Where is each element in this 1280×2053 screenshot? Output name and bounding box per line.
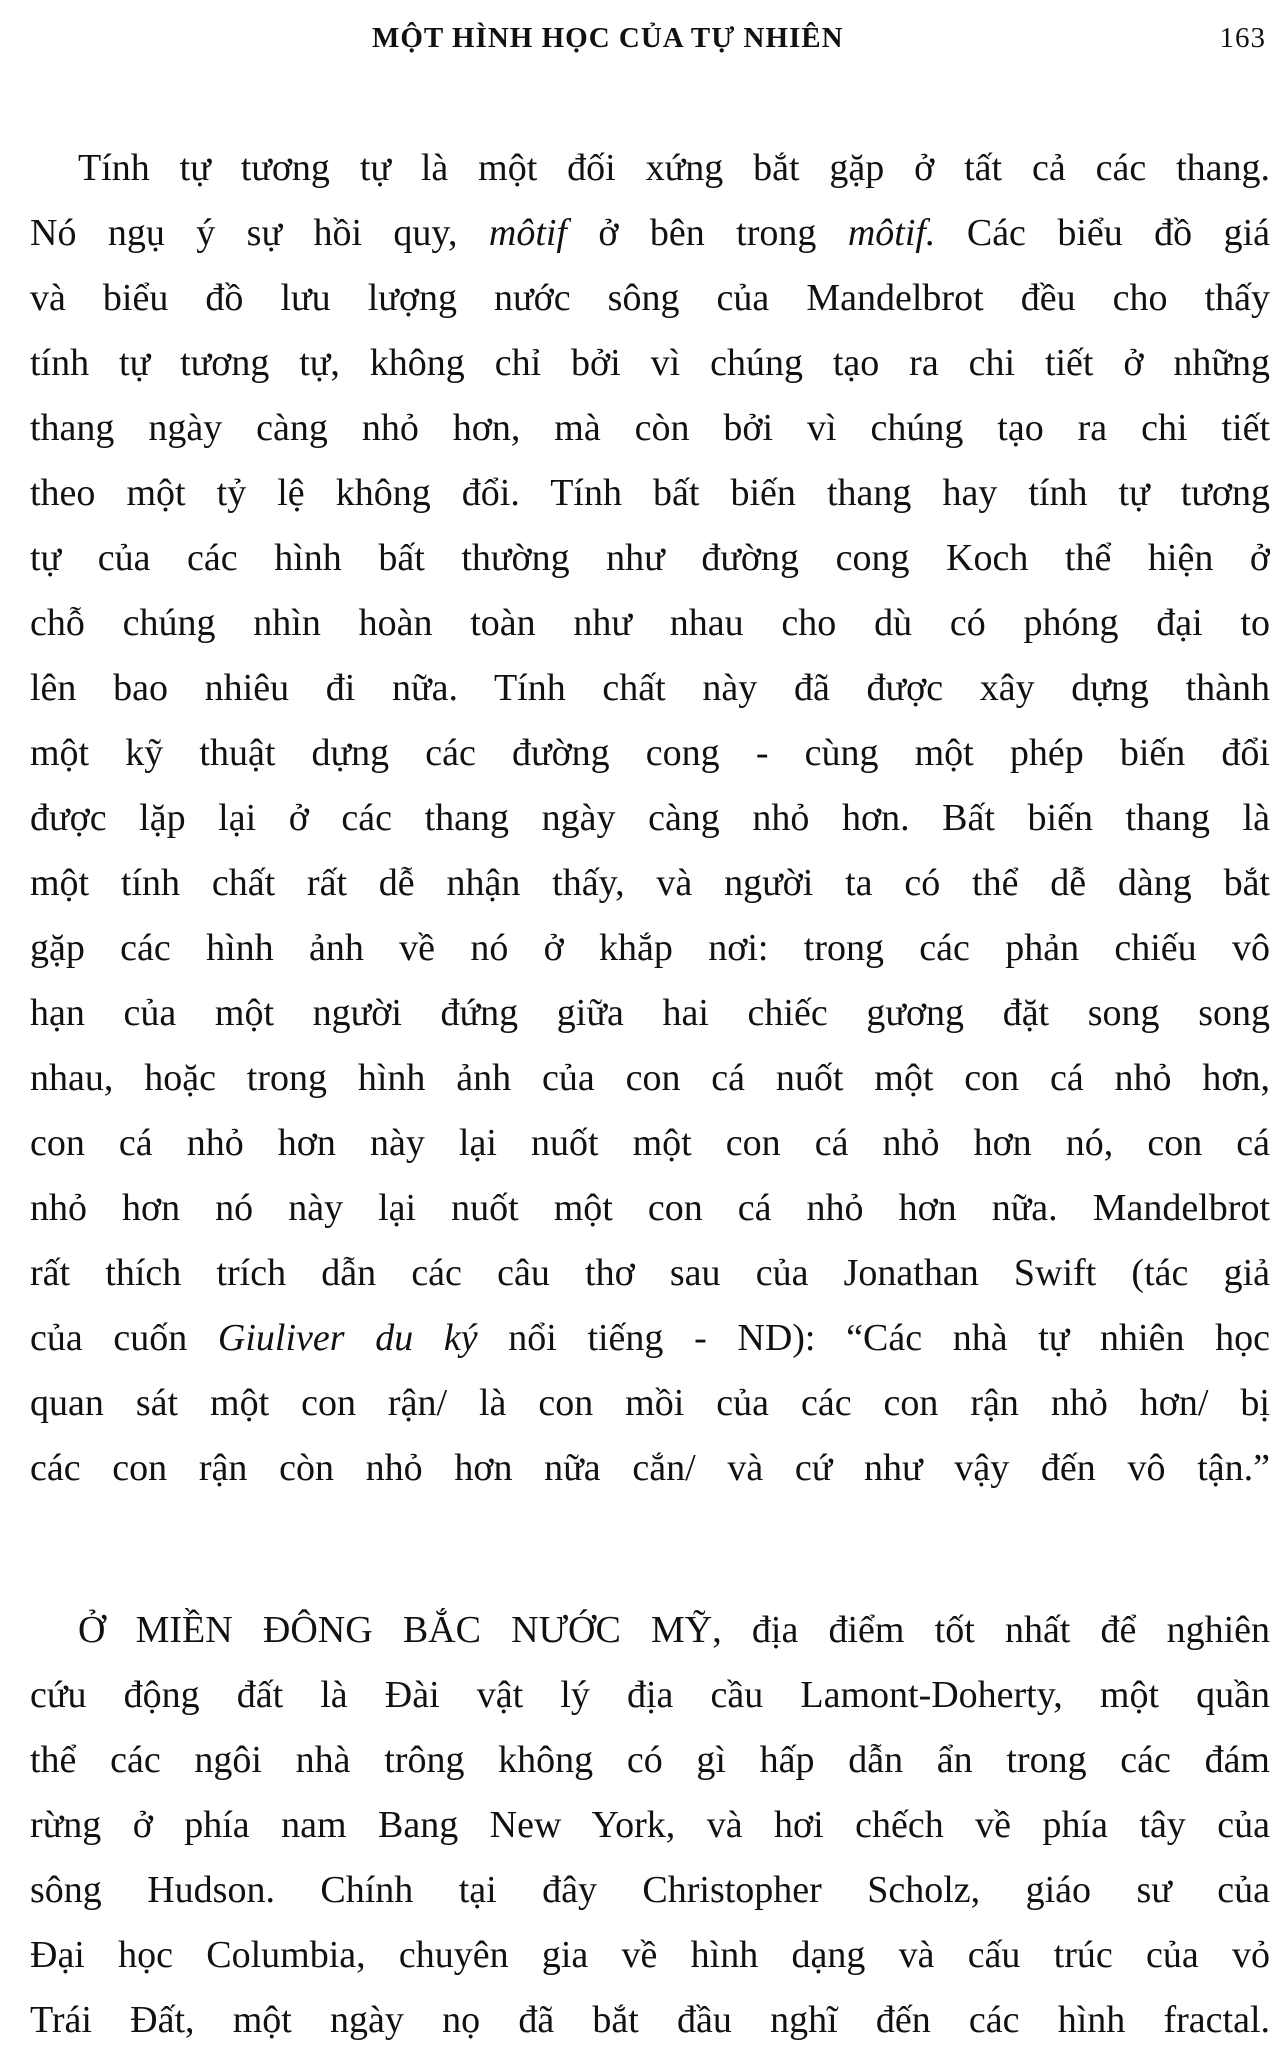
text-line <box>30 1988 1270 2053</box>
text-line <box>30 136 1270 201</box>
text-line <box>30 201 1270 266</box>
text-segment: ở bên trong <box>567 212 848 254</box>
text-segment: một tính chất rất dễ nhận thấy, và người ta có thể dễ dàng bắt <box>30 862 1270 904</box>
text-line <box>30 1858 1270 1923</box>
text-line <box>30 1241 1270 1306</box>
text-line <box>30 526 1270 591</box>
text-line <box>30 1046 1270 1111</box>
text-segment: con cá nhỏ hơn này lại nuốt một con cá nhỏ hơn nó, con cá <box>30 1122 1270 1164</box>
text-line <box>30 1371 1270 1436</box>
text-segment: lên bao nhiêu đi nữa. Tính chất này đã được xây dựng thành <box>30 667 1270 709</box>
text-segment: quan sát một con rận/ là con mồi của các con rận nhỏ hơn/ bị <box>30 1382 1270 1424</box>
text-segment: các con rận còn nhỏ hơn nữa cắn/ và cứ như vậy đến vô tận.” <box>30 1447 1270 1489</box>
text-segment: tính tự tương tự, không chỉ bởi vì chúng tạo ra chi tiết ở những <box>30 342 1270 384</box>
text-line <box>30 591 1270 656</box>
text-segment: Các biểu đồ giá <box>935 212 1270 254</box>
text-line <box>30 1436 1270 1501</box>
text-line <box>30 786 1270 851</box>
text-line <box>30 1111 1270 1176</box>
paragraph-self-similarity <box>30 136 1270 1501</box>
text-line <box>30 981 1270 1046</box>
text-segment: rất thích trích dẫn các câu thơ sau của Jonathan Swift (tác giả <box>30 1252 1270 1294</box>
text-segment: Ở MIỀN ĐÔNG BẮC NƯỚC MỸ, địa điểm tốt nhất để nghiên <box>78 1609 1270 1651</box>
text-line <box>30 656 1270 721</box>
text-line <box>30 851 1270 916</box>
text-segment: hạn của một người đứng giữa hai chiếc gương đặt song song <box>30 992 1270 1034</box>
text-line <box>30 331 1270 396</box>
text-segment: một kỹ thuật dựng các đường cong - cùng một phép biến đổi <box>30 732 1270 774</box>
page-number: 163 <box>1219 22 1266 54</box>
text-line <box>30 1793 1270 1858</box>
text-line <box>30 916 1270 981</box>
text-segment: được lặp lại ở các thang ngày càng nhỏ hơn. Bất biến thang là <box>30 797 1270 839</box>
text-line <box>30 396 1270 461</box>
text-line <box>30 1663 1270 1728</box>
text-line <box>30 721 1270 786</box>
text-segment: của cuốn <box>30 1317 218 1359</box>
running-title: MỘT HÌNH HỌC CỦA TỰ NHIÊN <box>372 22 844 54</box>
italic-text-segment: môtif. <box>847 212 936 254</box>
text-line <box>30 1306 1270 1371</box>
text-segment: Tính tự tương tự là một đối xứng bắt gặp ở tất cả các thang. <box>78 147 1270 189</box>
text-segment: theo một tỷ lệ không đổi. Tính bất biến thang hay tính tự tương <box>30 472 1270 514</box>
text-segment: nhỏ hơn nó này lại nuốt một con cá nhỏ hơn nữa. Mandelbrot <box>30 1187 1270 1229</box>
text-segment: Trái Đất, một ngày nọ đã bắt đầu nghĩ đến các hình fractal. <box>30 1999 1270 2041</box>
text-line <box>30 1176 1270 1241</box>
paragraph-lamont-doherty <box>30 1598 1270 2053</box>
text-segment: cứu động đất là Đài vật lý địa cầu Lamont-Doherty, một quần <box>30 1674 1270 1716</box>
text-segment: rừng ở phía nam Bang New York, và hơi chếch về phía tây của <box>30 1804 1270 1846</box>
text-segment: Đại học Columbia, chuyên gia về hình dạng và cấu trúc của vỏ <box>30 1934 1270 1976</box>
text-segment: thể các ngôi nhà trông không có gì hấp dẫn ẩn trong các đám <box>30 1739 1270 1781</box>
text-segment: nhau, hoặc trong hình ảnh của con cá nuốt một con cá nhỏ hơn, <box>30 1057 1270 1099</box>
text-line <box>30 1728 1270 1793</box>
text-segment: tự của các hình bất thường như đường cong Koch thể hiện ở <box>30 537 1270 579</box>
text-segment: nổi tiếng - ND): “Các nhà tự nhiên học <box>477 1317 1270 1359</box>
text-line <box>30 461 1270 526</box>
italic-text-segment: Giuliver du ký <box>217 1317 478 1359</box>
italic-text-segment: môtif <box>488 212 567 254</box>
text-segment: chỗ chúng nhìn hoàn toàn như nhau cho dù có phóng đại to <box>30 602 1270 644</box>
text-segment: sông Hudson. Chính tại đây Christopher Scholz, giáo sư của <box>30 1869 1270 1911</box>
text-segment: Nó ngụ ý sự hồi quy, <box>30 212 489 254</box>
text-line <box>30 266 1270 331</box>
text-segment: gặp các hình ảnh về nó ở khắp nơi: trong các phản chiếu vô <box>30 927 1270 969</box>
text-segment: thang ngày càng nhỏ hơn, mà còn bởi vì chúng tạo ra chi tiết <box>30 407 1270 449</box>
text-segment: và biểu đồ lưu lượng nước sông của Mandelbrot đều cho thấy <box>30 277 1270 319</box>
text-line <box>30 1923 1270 1988</box>
running-head <box>32 22 1266 62</box>
text-line <box>30 1598 1270 1663</box>
